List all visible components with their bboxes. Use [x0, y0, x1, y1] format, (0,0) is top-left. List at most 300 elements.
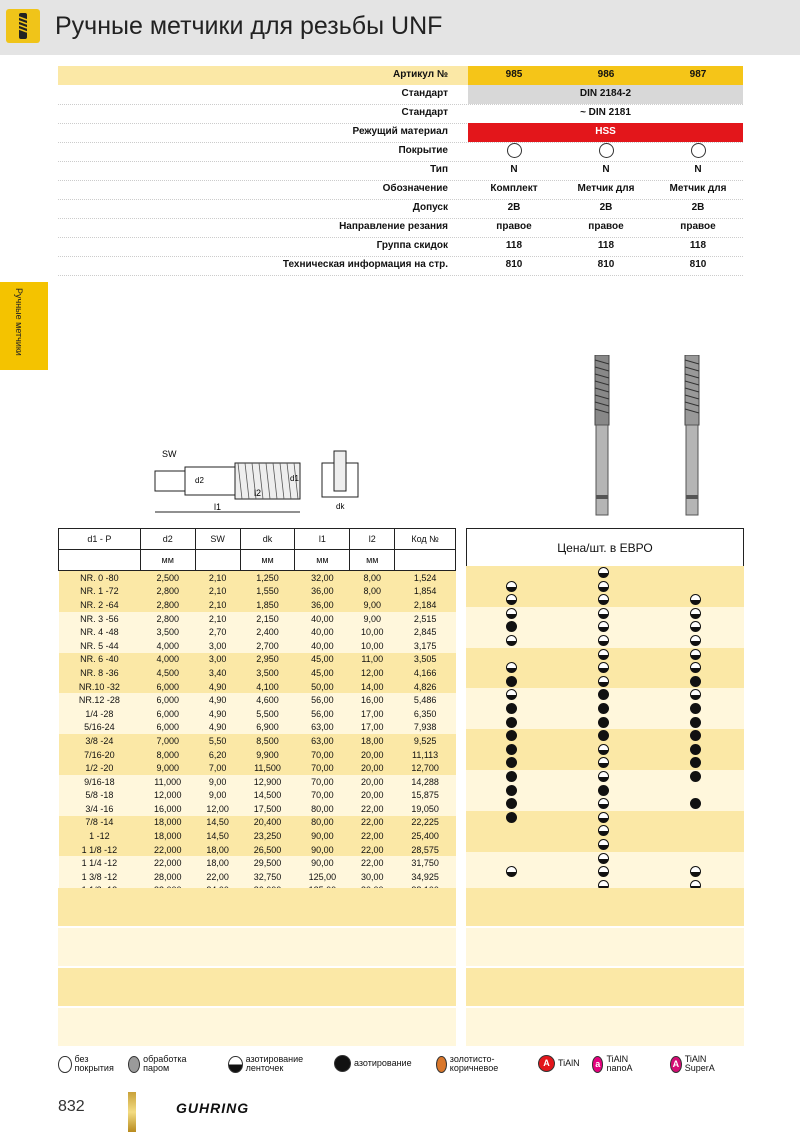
steam-treated-dot-icon[interactable]: [598, 744, 609, 755]
table-cell: 2,800: [156, 599, 179, 610]
spec-label: Стандарт: [401, 88, 448, 99]
empty-band: [466, 888, 744, 926]
table-cell: 1,250: [256, 572, 279, 583]
table-cell: 70,00: [311, 776, 334, 787]
spec-label: Покрытие: [398, 145, 448, 156]
steam-treated-dot-icon[interactable]: [690, 866, 701, 877]
nitrided-dot-icon[interactable]: [598, 703, 609, 714]
steam-treated-dot-icon[interactable]: [690, 621, 701, 632]
column-unit: мм: [350, 550, 395, 571]
table-cell: 2,950: [256, 654, 279, 665]
table-row: [59, 612, 456, 626]
nitrided-dot-icon[interactable]: [506, 812, 517, 823]
price-row: [466, 675, 744, 689]
table-row: [59, 680, 456, 694]
table-cell: 90,00: [311, 858, 334, 869]
table-cell: 5,486: [413, 695, 437, 706]
table-cell: 3,40: [208, 667, 227, 678]
empty-band: [58, 928, 456, 966]
table-cell: 2,845: [413, 627, 437, 638]
page-header: [0, 0, 800, 55]
table-row: [59, 585, 456, 599]
table-cell: 1,550: [256, 586, 279, 597]
empty-band: [466, 968, 744, 1006]
empty-band: [466, 1008, 744, 1046]
steam-treated-dot-icon[interactable]: [690, 635, 701, 646]
empty-band: [58, 968, 456, 1006]
dimensions-table: [58, 528, 456, 897]
table-cell: 22,00: [361, 858, 384, 869]
legend-label: золотисто-коричневое: [449, 1054, 499, 1073]
table-cell: 17,00: [361, 722, 384, 733]
steam-treated-dot-icon[interactable]: [598, 662, 609, 673]
steam-treated-dot-icon[interactable]: [690, 594, 701, 605]
table-cell: 2,70: [208, 627, 227, 638]
table-cell: 4,600: [256, 695, 279, 706]
table-cell: 14,00: [361, 681, 384, 692]
steam-treated-dot-icon[interactable]: [598, 635, 609, 646]
table-cell: 4,000: [156, 640, 179, 651]
table-cell: 22,00: [361, 817, 384, 828]
nitrided-dot-icon[interactable]: [506, 703, 517, 714]
legend-label: азотирование ленточек: [245, 1054, 304, 1073]
nitrided-dot-icon[interactable]: [506, 757, 517, 768]
spec-row: [58, 237, 743, 256]
table-unit-row: [59, 550, 456, 571]
tap-logo-icon: [6, 9, 40, 43]
table-row: [59, 707, 456, 721]
table-cell: 32,750: [253, 871, 282, 882]
steam-treated-dot-icon[interactable]: [598, 798, 609, 809]
table-cell: 2,184: [413, 599, 437, 610]
price-row: [466, 784, 744, 798]
legend-item: [538, 1055, 580, 1072]
table-cell: NR. 4 -48: [80, 627, 119, 638]
spec-label: Тип: [430, 164, 448, 175]
table-cell: 4,90: [208, 695, 227, 706]
table-cell: 14,288: [411, 776, 439, 787]
gold-bar: [128, 1092, 136, 1132]
legend-label: без покрытия: [74, 1054, 114, 1073]
legend-label: обработка паром: [143, 1054, 187, 1073]
table-row: [59, 843, 456, 857]
steam-treated-dot-icon[interactable]: [598, 581, 609, 592]
table-cell: 2,10: [208, 586, 227, 597]
legend-item: [592, 1055, 638, 1073]
table-cell: 23,250: [253, 831, 282, 842]
table-cell: 2,10: [208, 572, 227, 583]
table-cell: 7,00: [208, 763, 227, 774]
table-cell: 1,854: [413, 586, 437, 597]
table-cell: 6,000: [156, 695, 179, 706]
steam-treated-dot-icon[interactable]: [598, 567, 609, 578]
spec-value: 118: [689, 240, 707, 251]
table-cell: 22,00: [361, 844, 384, 855]
table-row: [59, 802, 456, 816]
table-cell: 34,925: [411, 871, 439, 882]
table-cell: 20,00: [361, 749, 384, 760]
spec-value: правое: [680, 221, 716, 232]
table-cell: NR.12 -28: [78, 695, 120, 706]
table-row: [59, 625, 456, 639]
table-cell: 90,00: [311, 844, 334, 855]
nitrided-dot-icon[interactable]: [506, 771, 517, 782]
legend-swatch-icon: [334, 1055, 351, 1072]
table-row: [59, 761, 456, 775]
table-cell: 17,500: [253, 803, 282, 814]
drawing-l2-label: l2: [254, 488, 262, 498]
legend-label: TiAlN nanoA: [606, 1054, 633, 1073]
nitrided-dot-icon[interactable]: [690, 798, 701, 809]
table-cell: 12,000: [153, 790, 182, 801]
steam-treated-dot-icon[interactable]: [690, 689, 701, 700]
price-row: [466, 797, 744, 811]
price-row: [466, 811, 744, 825]
column-unit: мм: [140, 550, 195, 571]
table-cell: 90,00: [311, 831, 334, 842]
table-cell: 3/8 -24: [85, 735, 114, 746]
nitrided-dot-icon[interactable]: [506, 744, 517, 755]
spec-label: Артикул №: [393, 69, 448, 80]
table-cell: NR. 6 -40: [80, 654, 119, 665]
nitrided-dot-icon[interactable]: [506, 798, 517, 809]
tap-photo-left: [588, 355, 616, 520]
table-cell: 8,00: [363, 572, 382, 583]
table-cell: 3,500: [156, 627, 179, 638]
coating-circle-icon: [560, 143, 652, 161]
spec-value: Комплект: [490, 183, 538, 194]
price-row: [466, 593, 744, 607]
table-row: [59, 856, 456, 870]
spec-value: 2B: [507, 202, 521, 213]
table-cell: 14,50: [206, 817, 229, 828]
nitrided-dot-icon[interactable]: [506, 785, 517, 796]
table-cell: 14,50: [206, 831, 229, 842]
table-cell: 11,000: [154, 776, 182, 787]
legend-item: [128, 1055, 191, 1073]
legend-swatch-icon: A: [538, 1055, 555, 1072]
table-cell: 22,00: [361, 831, 384, 842]
steam-treated-dot-icon[interactable]: [690, 662, 701, 673]
table-cell: 3,00: [208, 654, 227, 665]
nitrided-dot-icon[interactable]: [598, 730, 609, 741]
steam-treated-dot-icon[interactable]: [598, 676, 609, 687]
table-cell: 12,00: [361, 667, 384, 678]
table-cell: 4,90: [208, 681, 227, 692]
table-cell: 6,000: [156, 722, 179, 733]
spec-label: Техническая информация на стр.: [282, 259, 448, 270]
spec-row: [58, 85, 743, 104]
table-row: [59, 653, 456, 667]
nitrided-dot-icon[interactable]: [690, 730, 701, 741]
drawing-sw-label: SW: [162, 449, 177, 459]
nitrided-dot-icon[interactable]: [690, 757, 701, 768]
steam-treated-dot-icon[interactable]: [598, 812, 609, 823]
steam-treated-dot-icon[interactable]: [598, 649, 609, 660]
spec-value: Метчик для: [577, 183, 635, 194]
table-cell: 80,00: [311, 803, 334, 814]
table-row: [59, 775, 456, 789]
steam-treated-dot-icon[interactable]: [690, 608, 701, 619]
table-row: [59, 816, 456, 830]
table-row: [59, 734, 456, 748]
column-unit: [195, 550, 240, 571]
price-row: [466, 770, 744, 784]
table-cell: 5/16-24: [84, 722, 115, 733]
spec-value: 987: [689, 69, 707, 80]
table-cell: 14,500: [253, 790, 282, 801]
steam-treated-dot-icon[interactable]: [598, 608, 609, 619]
table-cell: 3/4 -16: [85, 803, 114, 814]
table-cell: 7,000: [156, 735, 179, 746]
table-cell: 5,500: [256, 708, 279, 719]
spec-value: Метчик для: [669, 183, 727, 194]
steam-treated-dot-icon[interactable]: [506, 866, 517, 877]
steam-treated-dot-icon[interactable]: [598, 866, 609, 877]
table-cell: 1 1/4 -12: [81, 858, 118, 869]
price-row: [466, 852, 744, 866]
table-cell: 28,575: [411, 844, 439, 855]
table-cell: 9,900: [256, 749, 279, 760]
drawing-l1-label: l1: [214, 502, 222, 512]
steam-treated-dot-icon[interactable]: [506, 689, 517, 700]
spec-value: 986: [597, 69, 615, 80]
column-unit: мм: [240, 550, 295, 571]
table-cell: 12,900: [253, 776, 282, 787]
table-row: [59, 666, 456, 680]
nitrided-dot-icon[interactable]: [690, 771, 701, 782]
table-cell: 22,000: [153, 858, 182, 869]
table-cell: 2,800: [156, 586, 179, 597]
table-cell: 4,000: [156, 654, 179, 665]
price-row: [466, 620, 744, 634]
price-row: [466, 702, 744, 716]
table-row: [59, 693, 456, 707]
table-cell: 9,00: [363, 613, 382, 624]
nitrided-dot-icon[interactable]: [598, 785, 609, 796]
spec-row: [58, 66, 743, 85]
nitrided-dot-icon[interactable]: [690, 703, 701, 714]
table-cell: 32,00: [311, 572, 334, 583]
table-cell: 1 1/8 -12: [81, 844, 118, 855]
spec-label: Допуск: [412, 202, 448, 213]
spec-value: 118: [597, 240, 615, 251]
column-unit: мм: [295, 550, 350, 571]
table-cell: 22,00: [206, 871, 229, 882]
table-cell: 56,00: [311, 695, 334, 706]
table-row: [59, 748, 456, 762]
table-row: [59, 639, 456, 653]
table-cell: 12,00: [206, 803, 229, 814]
table-cell: 18,00: [361, 735, 384, 746]
table-cell: 1/2 -20: [85, 763, 114, 774]
table-row: [59, 870, 456, 884]
table-cell: 45,00: [311, 654, 334, 665]
table-cell: 56,00: [311, 708, 334, 719]
price-header: Цена/шт. в ЕВРО: [466, 528, 744, 568]
legend-item: [436, 1055, 504, 1073]
steam-treated-dot-icon[interactable]: [506, 594, 517, 605]
spec-value: 118: [505, 240, 523, 251]
table-cell: NR. 5 -44: [80, 640, 119, 651]
steam-treated-dot-icon[interactable]: [598, 853, 609, 864]
column-header: d1 - P: [59, 529, 141, 550]
table-cell: 70,00: [311, 749, 334, 760]
nitrided-dot-icon[interactable]: [506, 730, 517, 741]
table-cell: 9,525: [413, 735, 437, 746]
nitrided-dot-icon[interactable]: [598, 717, 609, 728]
legend-item: [228, 1055, 306, 1073]
price-row: [466, 756, 744, 770]
nitrided-dot-icon[interactable]: [506, 621, 517, 632]
price-row: [466, 865, 744, 879]
table-cell: 1/4 -28: [85, 708, 114, 719]
table-cell: 4,100: [256, 681, 279, 692]
table-cell: 20,00: [361, 763, 384, 774]
legend-item: [670, 1055, 720, 1073]
table-cell: 16,000: [153, 803, 182, 814]
table-cell: 8,500: [256, 735, 279, 746]
price-row: [466, 729, 744, 743]
table-cell: 2,10: [208, 599, 227, 610]
column-header: dk: [240, 529, 295, 550]
table-cell: 1 -12: [89, 831, 110, 842]
table-row: [59, 789, 456, 803]
table-cell: 1,850: [256, 599, 279, 610]
empty-band: [466, 928, 744, 966]
column-unit: [395, 550, 456, 571]
side-tab: [0, 282, 48, 370]
steam-treated-dot-icon[interactable]: [598, 771, 609, 782]
drawing-dk-label: dk: [336, 502, 345, 511]
spec-value: правое: [588, 221, 624, 232]
table-cell: 6,000: [156, 708, 179, 719]
nitrided-dot-icon[interactable]: [690, 744, 701, 755]
spec-value: правое: [496, 221, 532, 232]
steam-treated-dot-icon[interactable]: [506, 608, 517, 619]
steam-treated-dot-icon[interactable]: [598, 839, 609, 850]
table-cell: 4,500: [156, 667, 179, 678]
legend-swatch-icon: [228, 1056, 243, 1073]
column-header: l1: [295, 529, 350, 550]
nitrided-dot-icon[interactable]: [690, 676, 701, 687]
table-cell: 30,00: [361, 871, 384, 882]
steam-treated-dot-icon[interactable]: [506, 662, 517, 673]
page-title: Ручные метчики для резьбы UNF: [55, 12, 443, 40]
table-cell: 6,900: [256, 722, 279, 733]
spec-label: Группа скидок: [376, 240, 448, 251]
coating-circle-icon: [652, 143, 744, 161]
table-cell: 3,00: [208, 640, 227, 651]
table-cell: 45,00: [311, 667, 334, 678]
table-cell: 3,175: [413, 640, 437, 651]
legend-item: [58, 1055, 117, 1073]
column-unit: [59, 550, 141, 571]
legend-label: TiAlN: [558, 1058, 580, 1068]
table-cell: 7/8 -14: [85, 817, 114, 828]
legend-label: TiAlN SuperA: [684, 1054, 715, 1073]
legend-swatch-icon: a: [592, 1056, 603, 1073]
side-tab-label: Ручные метчики: [14, 288, 24, 356]
table-row: [59, 721, 456, 735]
table-row: [59, 829, 456, 843]
table-cell: 16,00: [361, 695, 384, 706]
nitrided-dot-icon[interactable]: [598, 689, 609, 700]
table-cell: 18,00: [206, 858, 229, 869]
table-cell: 36,00: [311, 599, 334, 610]
steam-treated-dot-icon[interactable]: [506, 581, 517, 592]
table-cell: 2,10: [208, 613, 227, 624]
table-cell: 22,000: [153, 844, 182, 855]
table-cell: 31,750: [411, 858, 439, 869]
table-cell: 26,500: [253, 844, 282, 855]
table-cell: 7/16-20: [84, 749, 115, 760]
table-cell: 22,00: [361, 803, 384, 814]
table-cell: 4,90: [208, 708, 227, 719]
table-cell: 1 3/8 -12: [81, 871, 118, 882]
spec-value: 810: [689, 259, 707, 270]
legend-swatch-icon: [58, 1056, 72, 1073]
table-cell: 50,00: [311, 681, 334, 692]
legend-swatch-icon: [128, 1056, 140, 1073]
legend-swatch-icon: [436, 1056, 447, 1073]
price-row: [466, 580, 744, 594]
table-cell: 12,700: [411, 763, 439, 774]
table-cell: 4,166: [413, 667, 437, 678]
table-cell: 11,113: [412, 749, 439, 760]
price-row: [466, 743, 744, 757]
spec-row: [58, 104, 743, 123]
table-cell: 40,00: [311, 613, 334, 624]
price-row: [466, 716, 744, 730]
table-cell: 11,00: [361, 654, 384, 665]
table-cell: 18,000: [153, 817, 182, 828]
spec-value: 2B: [691, 202, 705, 213]
table-cell: NR. 8 -36: [80, 667, 119, 678]
table-cell: 4,90: [208, 722, 227, 733]
price-row: [466, 838, 744, 852]
table-cell: 2,500: [156, 572, 179, 583]
spec-value: N: [694, 164, 702, 175]
spec-value: 810: [597, 259, 615, 270]
table-cell: 6,20: [208, 749, 227, 760]
price-row: [466, 634, 744, 648]
steam-treated-dot-icon[interactable]: [598, 594, 609, 605]
table-cell: 7,938: [413, 722, 437, 733]
spec-row: [58, 142, 743, 161]
drawing-d2-label: d2: [195, 476, 204, 485]
table-cell: 8,000: [156, 749, 179, 760]
table-cell: 2,800: [156, 613, 179, 624]
steam-treated-dot-icon[interactable]: [598, 825, 609, 836]
nitrided-dot-icon[interactable]: [690, 717, 701, 728]
table-cell: 9,00: [208, 790, 227, 801]
nitrided-dot-icon[interactable]: [506, 717, 517, 728]
table-cell: 8,00: [363, 586, 382, 597]
drawing-d1-label: d1: [290, 474, 299, 483]
table-cell: 36,00: [311, 586, 334, 597]
spec-label: Режущий материал: [352, 126, 448, 137]
steam-treated-dot-icon[interactable]: [598, 621, 609, 632]
steam-treated-dot-icon[interactable]: [690, 649, 701, 660]
nitrided-dot-icon[interactable]: [506, 676, 517, 687]
steam-treated-dot-icon[interactable]: [598, 757, 609, 768]
table-cell: 20,00: [361, 776, 384, 787]
legend-item: [334, 1055, 412, 1072]
table-cell: 9/16-18: [84, 776, 115, 787]
steam-treated-dot-icon[interactable]: [506, 635, 517, 646]
table-cell: 6,000: [156, 681, 179, 692]
